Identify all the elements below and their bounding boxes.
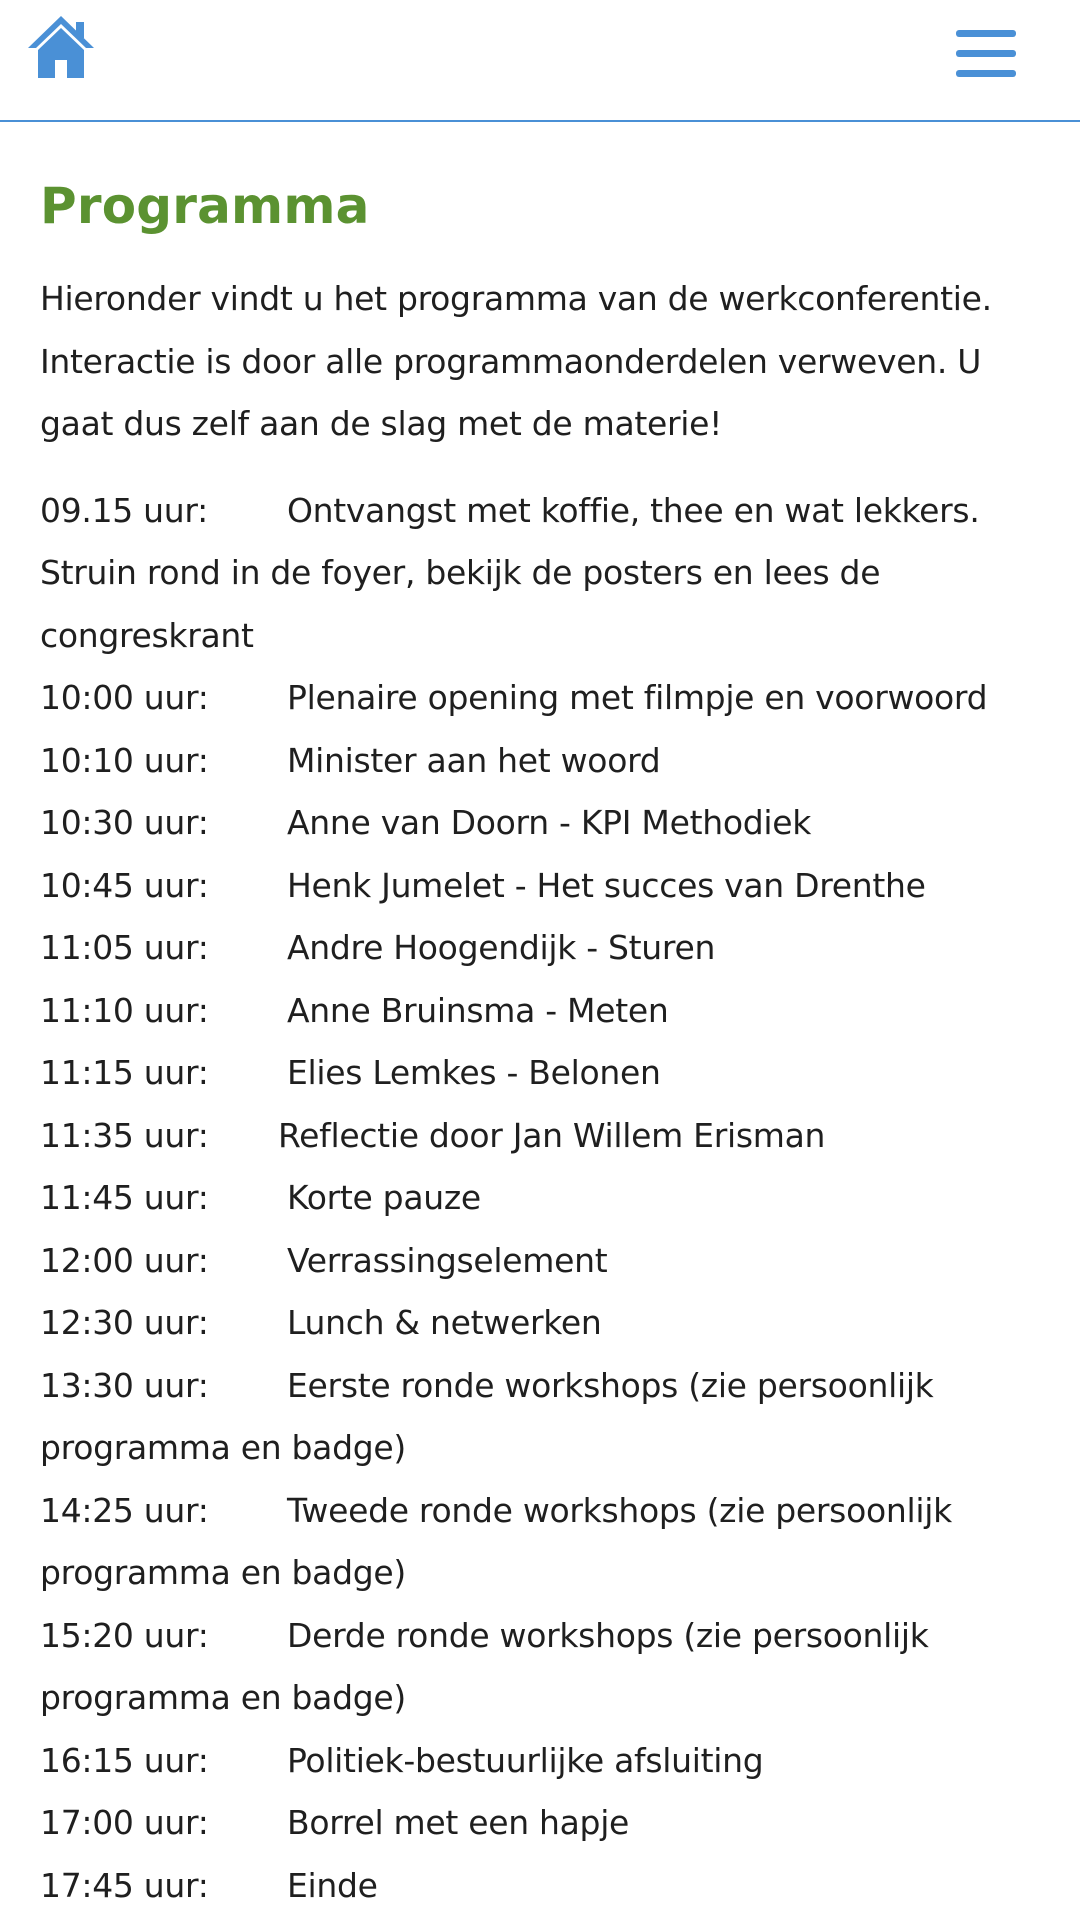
page-title: Programma (40, 177, 370, 235)
schedule-event: Plenaire opening met filmpje en voorwoord (287, 678, 988, 717)
schedule-time: 10:10 uur: (40, 740, 209, 780)
schedule-event: Derde ronde workshops (zie persoonlijk programma en badge) (40, 1615, 929, 1717)
schedule-event: Korte pauze (287, 1178, 481, 1217)
schedule-time: 10:45 uur: (40, 865, 209, 905)
schedule-item (40, 1105, 1050, 1168)
schedule-item (40, 1792, 1050, 1855)
main-content (40, 148, 1050, 1917)
schedule-item (40, 1855, 1050, 1918)
schedule-time: 15:20 uur: (40, 1615, 209, 1655)
schedule-item (40, 480, 1050, 668)
schedule-time: 11:15 uur: (40, 1053, 209, 1092)
home-button[interactable] (26, 12, 96, 82)
schedule-item (40, 730, 1050, 793)
hamburger-menu-icon (956, 70, 1016, 77)
schedule-event: Verrassingselement (287, 1240, 608, 1280)
schedule-item (40, 1355, 1050, 1480)
schedule-time: 11:05 uur: (40, 928, 209, 967)
schedule-list (40, 480, 1050, 1918)
schedule-event: Borrel met een hapje (287, 1803, 630, 1842)
schedule-item (40, 917, 1050, 980)
schedule-item (40, 792, 1050, 855)
schedule-event: Reflectie door Jan Willem Erisman (278, 1115, 826, 1155)
schedule-event: Elies Lemkes - Belonen (287, 1053, 661, 1092)
schedule-event: Anne Bruinsma - Meten (287, 990, 669, 1030)
schedule-item (40, 1730, 1050, 1793)
schedule-time: 10:30 uur: (40, 803, 209, 842)
schedule-time: 12:00 uur: (40, 1240, 209, 1280)
schedule-time: 14:25 uur: (40, 1490, 209, 1530)
intro-text: Hieronder vindt u het programma van de werkconferentie. Interactie is door alle programmaonderdelen verweven. U gaat dus zelf aan de slag met de materie! (40, 279, 992, 443)
schedule-item (40, 1292, 1050, 1355)
schedule-item (40, 1480, 1050, 1605)
schedule-item (40, 1042, 1050, 1105)
schedule-event: Politiek-bestuurlijke afsluiting (287, 1740, 764, 1780)
schedule-event: Henk Jumelet - Het succes van Drenthe (287, 865, 926, 905)
schedule-time: 11:45 uur: (40, 1178, 209, 1217)
schedule-time: 11:35 uur: (40, 1115, 209, 1155)
schedule-item (40, 1230, 1050, 1293)
schedule-event: Eerste ronde workshops (zie persoonlijk programma en badge) (40, 1365, 934, 1467)
schedule-event: Lunch & netwerken (287, 1303, 602, 1342)
schedule-event: Anne van Doorn - KPI Methodiek (287, 803, 812, 842)
top-navigation-bar (0, 0, 1080, 122)
schedule-item (40, 1605, 1050, 1730)
schedule-time: 11:10 uur: (40, 990, 209, 1030)
schedule-event: Andre Hoogendijk - Sturen (287, 928, 716, 967)
hamburger-menu-button[interactable] (956, 30, 1016, 80)
schedule-event: Tweede ronde workshops (zie persoonlijk programma en badge) (40, 1490, 952, 1592)
schedule-time: 13:30 uur: (40, 1365, 209, 1405)
schedule-event: Minister aan het woord (287, 740, 661, 780)
hamburger-menu-icon (956, 30, 1016, 37)
schedule-time: 17:45 uur: (40, 1865, 209, 1905)
schedule-time: 10:00 uur: (40, 678, 209, 717)
schedule-time: 16:15 uur: (40, 1740, 209, 1780)
hamburger-menu-icon (956, 50, 1016, 57)
schedule-item (40, 855, 1050, 918)
schedule-event: Einde (287, 1865, 378, 1905)
schedule-time: 09.15 uur: (40, 490, 208, 530)
schedule-item (40, 980, 1050, 1043)
schedule-time: 12:30 uur: (40, 1303, 209, 1342)
schedule-item (40, 1167, 1050, 1230)
schedule-item (40, 667, 1050, 730)
home-icon (26, 12, 96, 82)
schedule-event: Ontvangst met koffie, thee en wat lekkers. Struin rond in de foyer, bekijk de posters en lees de congreskrant (40, 490, 980, 655)
schedule-time: 17:00 uur: (40, 1803, 209, 1842)
